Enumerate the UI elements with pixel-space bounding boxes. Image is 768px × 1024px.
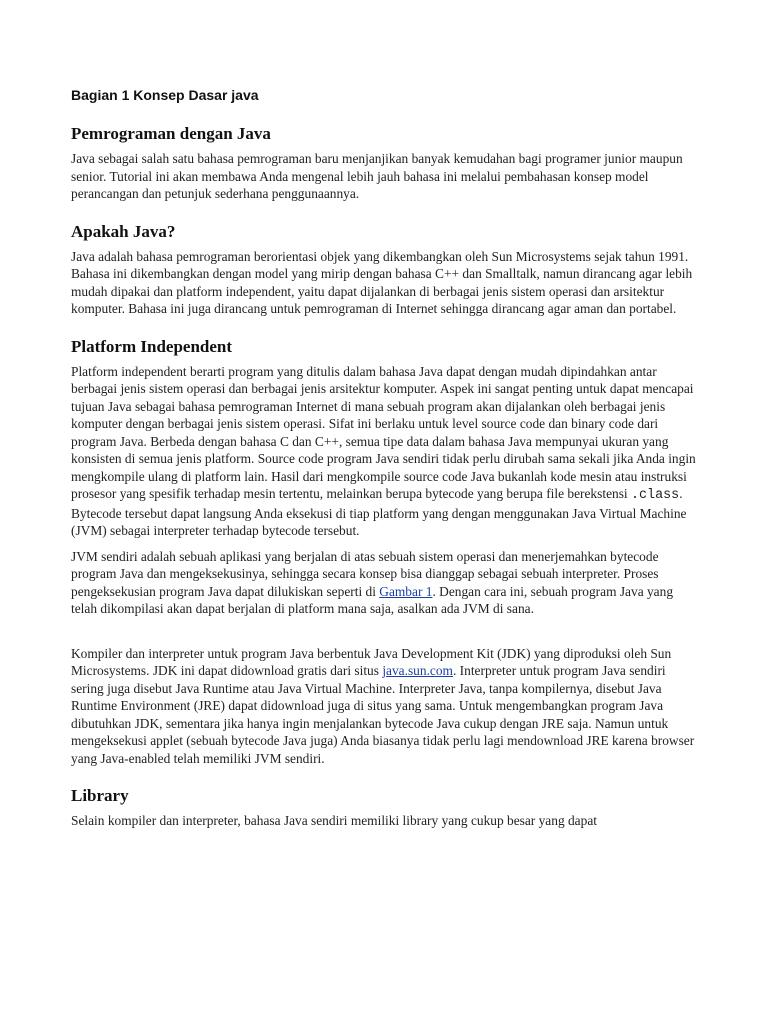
paragraph-platform-2-text-a: JVM sendiri adalah sebuah aplikasi yang berjalan di atas sebuah sistem operasi dan menerjemahkan bytecode program Java dan mengeksekusinya, sehingga secara konsep bisa dianggap sebagai sebuah interpreter. Proses pengeksekusian program Java dapat dilukiskan seperti di <box>71 548 659 599</box>
paragraph-platform-3 <box>71 645 701 768</box>
heading-pemrograman-dengan-java: Pemrograman dengan Java <box>71 124 271 143</box>
paragraph-platform-1-text-b: . Bytecode tersebut dapat langsung Anda eksekusi di tiap platform yang dengan menggunakan Java Virtual Machine (JVM) sebagai interpreter terhadap bytecode tersebut. <box>71 486 687 538</box>
document-page <box>71 85 701 838</box>
paragraph-platform-2-text-b: . Dengan cara ini, sebuah program Java yang telah dikompilasi akan dapat berjalan di platform mana saja, asalkan ada JVM di sana. <box>71 583 674 616</box>
paragraph-library: Selain kompiler dan interpreter, bahasa Java sendiri memiliki library yang cukup besar yang dapat <box>71 813 597 828</box>
java-sun-com-link[interactable]: java.sun.com <box>382 663 453 678</box>
paragraph-platform-1 <box>71 363 701 540</box>
code-class-extension: .class <box>630 488 680 503</box>
paragraph-apakah-java: Java adalah bahasa pemrograman berorientasi objek yang dikembangkan oleh Sun Microsystems sejak tahun 1991. Bahasa ini dikembangkan dengan model yang mirip dengan bahasa C++ dan Smalltalk, namun dirancang agar lebih mudah dipakai dan platform independent, yaitu dapat dijalankan di berbagai jenis sistem operasi dan arsitektur komputer. Bahasa ini juga dirancang untuk pemrograman di Internet sehingga dirancang agar aman dan portabel. <box>71 248 693 316</box>
section-platform-independent <box>71 337 701 768</box>
heading-apakah-java: Apakah Java? <box>71 221 176 241</box>
gambar-1-link[interactable]: Gambar 1 <box>379 583 433 599</box>
paragraph-platform-3-text-b: . Interpreter untuk program Java sendiri sering juga disebut Java Runtime atau Java Virtual Machine. Interpreter Java, tanpa kompilernya, disebut Java Runtime Environment (JRE) dapat didownload juga di situs yang sama. Untuk mengembangkan program Java dibutuhkan JDK, sementara jika hanya ingin menjalankan bytecode Java cukup dengan JRE saja. Namun untuk mengeksekusi applet (sebuah bytecode Java juga) Anda biasanya tidak perlu lagi mendownload JRE karena browser yang Java-enabled telah memiliki JVM sendiri. <box>71 663 695 766</box>
document-title: Bagian 1 Konsep Dasar java <box>71 87 259 103</box>
heading-library: Library <box>71 786 129 805</box>
section-library <box>71 786 701 830</box>
paragraph-platform-2 <box>71 548 701 618</box>
paragraph-platform-3-text-a: Kompiler dan interpreter untuk program Java berbentuk Java Development Kit (JDK) yang diproduksi oleh Sun Microsystems. JDK ini dapat didownload gratis dari situs <box>71 645 672 678</box>
paragraph-intro: Java sebagai salah satu bahasa pemrograman baru menjanjikan banyak kemudahan bagi programer junior maupun senior. Tutorial ini akan membawa Anda mengenal lebih jauh bahasa ini melalui pembahasan konsep model perancangan dan petunjuk sederhana penggunaannya. <box>71 151 683 201</box>
heading-platform-independent: Platform Independent <box>71 336 233 356</box>
section-apakah-java <box>71 222 701 318</box>
paragraph-platform-1-text-a: Platform independent berarti program yang ditulis dalam bahasa Java dapat dengan mudah dipindahkan antar berbagai jenis sistem operasi dan berbagai jenis arsitektur komputer. Aspek ini sangat penting untuk dapat mencapai tujuan Java sebagai bahasa pemrograman Internet di mana sebuah program akan dijalankan oleh berbagai jenis komputer dengan berbagai jenis sistem operasi. Sifat ini berlaku untuk level source code dan binary code dari program Java. Berbeda dengan bahasa C dan C++, semua tipe data dalam bahasa Java mempunyai ukuran yang konsisten di semua jenis platform. Source code program Java sendiri tidak perlu dirubah sama sekali jika Anda ingin mengkompile ulang di platform lain. Hasil dari mengkompile source code Java bukanlah kode mesin atau instruksi prosesor yang spesifik terhadap mesin tertentu, melainkan berupa bytecode yang berupa file berekstensi <box>71 363 696 501</box>
section-pemrograman <box>71 124 701 203</box>
